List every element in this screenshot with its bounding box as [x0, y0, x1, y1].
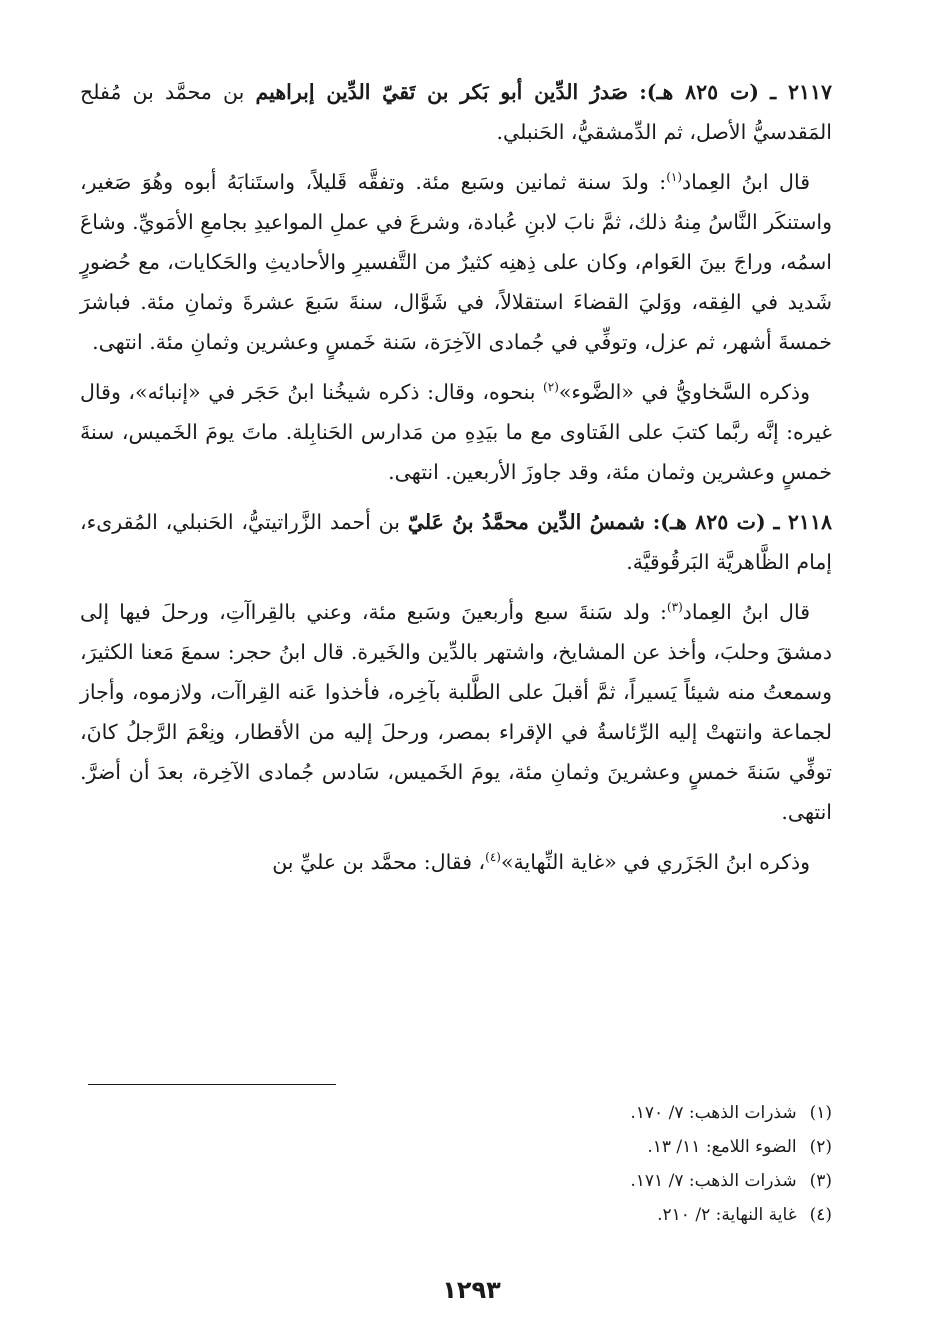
paragraph-text: بنحوه، وقال: ذكره شيخُنا ابنُ حَجَر في «إنبائه»، وقال غيره: إنَّه ربَّما كتبَ على الفَتاوى مع ما بيَدِهِ من مَدارس الحَنابِلة. ماتَ يومَ الخَميس، سنةَ خمسٍ وعشرين وثمان مئة، وقد جاوزَ الأربعين. انتهى. — [80, 380, 832, 484]
page-body — [80, 72, 832, 892]
paragraph-text: قال ابنُ العِماد — [682, 600, 810, 624]
paragraph-text: : ولد سَنةَ سبع وأربعينَ وسَبع مئة، وعني بالقِراآتِ، ورحلَ فيها إلى دمشقَ وحلبَ، وأخذ عن المشايخ، واشتهر بالدِّين والخَيرة. قال ابنُ حجر: سمعَ مَعنا الكثيرَ، وسمعتُ منه شيئاً يَسيراً، ثمَّ أقبلَ على الطَّلبة بآخِره، فأخذوا عَنه القِراآت، ولازموه، وأجاز لجماعة وانتهتْ إليه الرِّئاسةُ في الإقراء بمصر، ورحلَ إليه من الأقطار، ونِعْمَ الرَّجلُ كانَ، توفِّي سَنةَ خمسٍ وعشرينَ وثمانِ مئة، يومَ الخَميس، سَادس جُمادى الآخِرة، بعدَ أن أضرَّ. انتهى. — [80, 600, 832, 824]
footnote-divider — [88, 1084, 336, 1085]
footnote — [80, 1164, 832, 1198]
paragraph-text: : ولدَ سنة ثمانين وسَبع مئة. وتفقَّه قَليلاً، واستَنابَهُ أبوه وهُوَ صَغير، واستنكَر النَّاسُ مِنهُ ذلك، ثمَّ نابَ لابنِ عُبادة، وشرعَ في عملِ المواعيدِ بجامعِ الأمَويِّ. وشاعَ اسمُه، وراجَ بينَ العَوام، وكان على ذِهنِه كثيرٌ من التَّفسيرِ والأحاديثِ والحَكايات، مع حُضورٍ شَديد في الفِقه، ووَليَ القضاءَ استقلالاً، في شَوَّال، سنةَ سَبعَ عشرةَ وثمانِ مئة. فباشرَ خمسةَ أشهر، ثم عزل، وتوفِّي في جُمادى الآخِرَة، سَنة خَمسٍ وعشرين وثمانِ مئة. انتهى. — [80, 170, 832, 354]
footnote-number: (١) — [809, 1103, 832, 1123]
footnote-text: شذرات الذهب: ٧/ ١٧٠. — [630, 1103, 797, 1123]
entry-name: شمسُ الدِّين محمَّدُ بنُ عَليّ — [407, 510, 645, 534]
entry-lineage: بن محمَّد بن مُفلح المَقدسيُّ الأصل، ثم الدِّمشقيُّ، الحَنبلي. — [80, 80, 832, 144]
paragraph — [80, 842, 832, 882]
footnotes — [80, 1096, 832, 1232]
entry-number: ٢١١٧ ـ — [770, 80, 832, 104]
page-number: ١٢٩٣ — [442, 1276, 501, 1304]
paragraph — [80, 162, 832, 362]
paragraph-text: ، فقال: محمَّد بن عليِّ بن — [272, 850, 486, 874]
footnote-ref: (٤) — [485, 850, 501, 865]
paragraph — [80, 372, 832, 492]
footnote — [80, 1096, 832, 1130]
footnote-number: (٣) — [809, 1171, 832, 1191]
entry-death-date: (ت ٨٢٥ هـ): — [639, 80, 759, 104]
footnote — [80, 1198, 832, 1232]
footnote-ref: (١) — [666, 170, 683, 185]
entry-lineage: بن أحمد الزَّراتيتيُّ، الحَنبلي، المُقرىء، إمام الظَّاهريَّة البَرقُوقيَّة. — [80, 510, 832, 574]
paragraph-text: قال ابنُ العِماد — [682, 170, 810, 194]
footnote-text: الضوء اللامع: ١١/ ١٣. — [647, 1137, 797, 1157]
footnote-number: (٢) — [809, 1137, 832, 1157]
paragraph-text: وذكره ابنُ الجَزَري في «غاية النِّهاية» — [500, 850, 810, 874]
entry-name: صَدرُ الدِّين أبو بَكر بن تَقيّ الدِّين إبراهيم — [255, 80, 629, 104]
footnote-text: شذرات الذهب: ٧/ ١٧١. — [630, 1171, 797, 1191]
entry-heading-2117 — [80, 72, 832, 152]
entry-heading-2118 — [80, 502, 832, 582]
footnote — [80, 1130, 832, 1164]
footnote-ref: (٢) — [543, 380, 559, 395]
paragraph-text: وذكره السَّخاويُّ في «الضَّوء» — [558, 380, 810, 404]
paragraph — [80, 592, 832, 832]
footnote-number: (٤) — [809, 1205, 832, 1225]
footnote-text: غاية النهاية: ٢/ ٢١٠. — [657, 1205, 797, 1225]
footnote-ref: (٣) — [666, 600, 683, 615]
entry-death-date: (ت ٨٢٥ هـ): — [652, 510, 766, 534]
entry-number: ٢١١٨ ـ — [773, 510, 832, 534]
